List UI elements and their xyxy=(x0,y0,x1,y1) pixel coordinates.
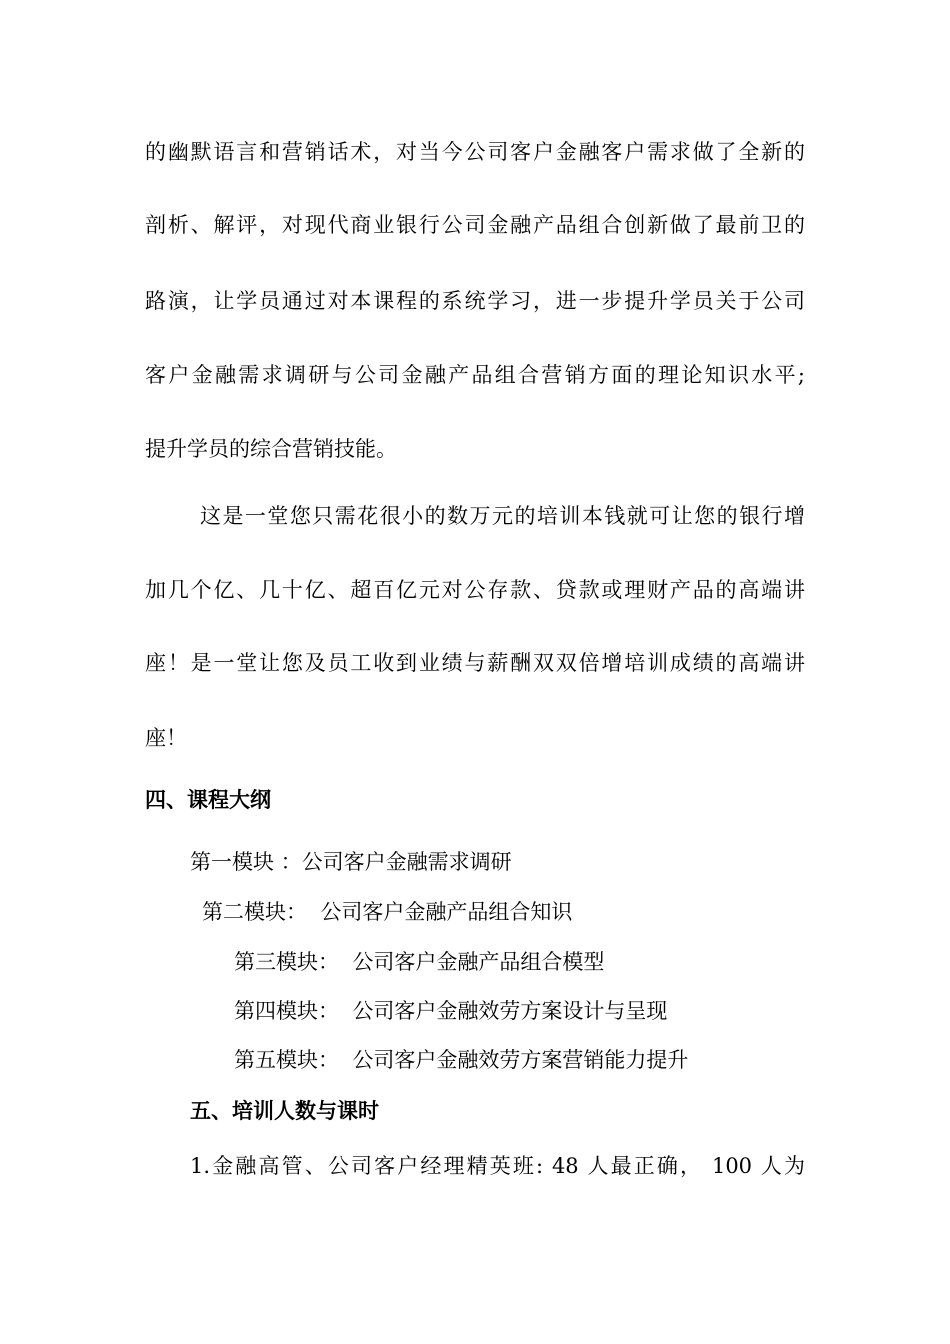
paragraph-line: 剖析、解评，对现代商业银行公司金融产品组合创新做了最前卫的 xyxy=(145,213,805,237)
module-item: 第三模块： 公司客户金融产品组合模型 xyxy=(234,950,605,974)
section-heading: 五、培训人数与课时 xyxy=(190,1098,379,1123)
list-item: 1.金融高管、公司客户经理精英班: 48 人最正确， 100 人为 xyxy=(190,1154,805,1178)
paragraph-line: 这是一堂您只需花很小的数万元的培训本钱就可让您的银行增 xyxy=(200,504,805,528)
module-item: 第二模块： 公司客户金融产品组合知识 xyxy=(202,900,573,924)
paragraph-line: 客户金融需求调研与公司金融产品组合营销方面的理论知识水平; xyxy=(145,363,805,387)
paragraph-line: 加几个亿、几十亿、超百亿元对公存款、贷款或理财产品的高端讲 xyxy=(145,578,805,602)
module-item: 第一模块 ：公司客户金融需求调研 xyxy=(190,850,512,874)
paragraph-line: 座！是一堂让您及员工收到业绩与薪酬双双倍增培训成绩的高端讲 xyxy=(145,651,805,675)
paragraph-line: 座！ xyxy=(145,726,187,750)
section-heading: 四、课程大纲 xyxy=(145,787,271,812)
module-item: 第四模块： 公司客户金融效劳方案设计与呈现 xyxy=(234,999,668,1023)
paragraph-line: 路演，让学员通过对本课程的系统学习，进一步提升学员关于公司 xyxy=(145,289,805,313)
paragraph-line: 的幽默语言和营销话术，对当今公司客户金融客户需求做了全新的 xyxy=(145,140,805,164)
module-item: 第五模块： 公司客户金融效劳方案营销能力提升 xyxy=(234,1048,689,1072)
paragraph-line: 提升学员的综合营销技能。 xyxy=(145,437,397,461)
